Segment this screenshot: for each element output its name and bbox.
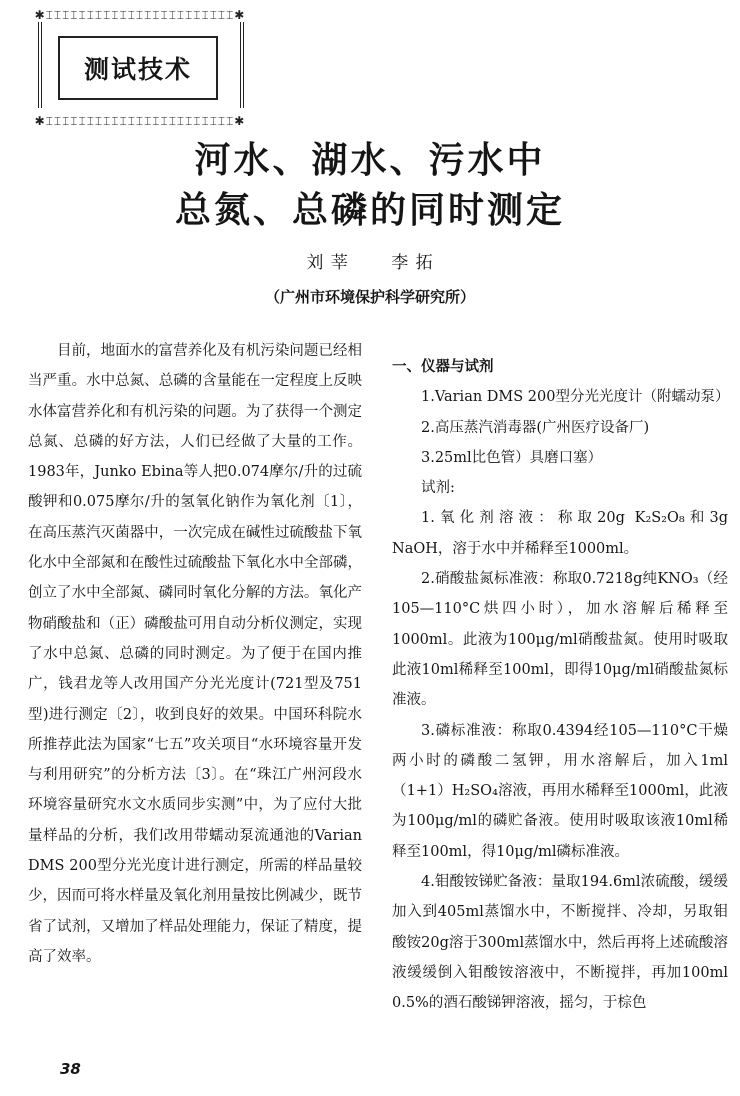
section-frame [28,8,252,128]
title-line-2: 总氮、总磷的同时测定 [174,190,565,231]
authors [0,248,740,273]
star-border-top: ✱⌶⌶⌶⌶⌶⌶⌶⌶⌶⌶⌶⌶⌶⌶⌶⌶⌶⌶⌶⌶⌶⌶⌶✱ [34,8,246,22]
reagent-1: 1.氧化剂溶液：称取20g K₂S₂O₈和3g NaOH，溶于水中并稀释至1000ml。 [392,510,728,557]
page-number: 38 [60,1060,81,1078]
section-label-box [58,36,218,100]
reagent-2: 2.硝酸盐氮标准液：称取0.7218g纯KNO₃（经105—110°C烘四小时），加水溶解后稀释至1000ml。此液为100μg/ml硝酸盐氮。使用时吸取此液10ml稀释至100ml，即得10μg/ml硝酸盐氮标准液。 [392,571,728,709]
affiliation: （广州市环境保护科学研究所） [264,288,475,306]
intro-paragraph: 目前，地面水的富营养化及有机污染问题已经相当严重。水中总氮、总磷的含量能在一定程度上反映水体富营养化和有机污染的问题。为了获得一个测定总氮、总磷的好方法，人们已经做了大量的工作。1983年，Junko Ebina等人把0.074摩尔/升的过硫酸钾和0.075摩尔/升的氢氧化钠作为氧化剂〔1〕，在高压蒸汽灭菌器中，一次完成在碱性过硫酸盐下氧化水中全部氮和在酸性过硫酸盐下氧化水中全部磷，创立了水中全部氮、磷同时氧化分解的方法。氧化产物硝酸盐和（正）磷酸盐可用自动分析仪测定，实现了水中总氮、总磷的同时测定。为了便于在国内推广，钱君龙等人改用国产分光光度计(721型及751型)进行测定〔2〕，收到良好的效果。中国环科院水所推荐此法为国家“七五”攻关项目“水环境容量开发与利用研究”的分析方法〔3〕。在“珠江广州河段水环境容量研究水文水质同步实测”中，为了应付大批量样品的分析，我们改用带蠕动泵流通池的Varian DMS 200型分光光度计进行测定，所需的样品量较少，因而可将水样量及氧化剂用量按比例减少，既节省了试剂，又增加了样品处理能力，保证了精度，提高了效率。 [28,343,362,965]
star-border-bottom: ✱⌶⌶⌶⌶⌶⌶⌶⌶⌶⌶⌶⌶⌶⌶⌶⌶⌶⌶⌶⌶⌶⌶⌶✱ [34,114,246,128]
instrument-item-3: 3.25ml比色管）具磨口塞） [421,449,603,466]
right-column [392,352,728,1019]
title-line-1: 河水、湖水、污水中 [194,140,546,181]
instrument-item-2: 2.高压蒸汽消毒器(广州医疗设备厂) [421,419,650,436]
section-heading: 一、仪器与试剂 [392,359,494,375]
reagents-label: 试剂: [421,480,455,497]
reagent-3: 3.磷标准液：称取0.4394经105—110°C干燥两小时的磷酸二氢钾，用水溶解后，加入1ml（1+1）H₂SO₄溶液，再用水稀释至1000ml，此液为100μg/ml的磷贮备液。使用时吸取该液10ml稀释至100ml，得10μg/ml磷标准液。 [392,722,728,860]
left-column [28,336,362,972]
author-2: 李 拓 [391,253,434,273]
instrument-item-1: 1.Varian DMS 200型分光光度计（附蠕动泵） [421,389,730,406]
section-label: 测试技术 [83,55,192,84]
author-1: 刘 莘 [306,253,349,273]
reagent-4: 4.钼酸铵锑贮备液：量取194.6ml浓硫酸，缓缓加入到405ml蒸馏水中，不断搅拌、冷却，另取钼酸铵20g溶于300ml蒸馏水中，然后再将上述硫酸溶液缓缓倒入钼酸铵溶液中，不断搅拌，再加100ml 0.5%的酒石酸锑钾溶液，摇匀，于棕色 [392,874,728,1012]
